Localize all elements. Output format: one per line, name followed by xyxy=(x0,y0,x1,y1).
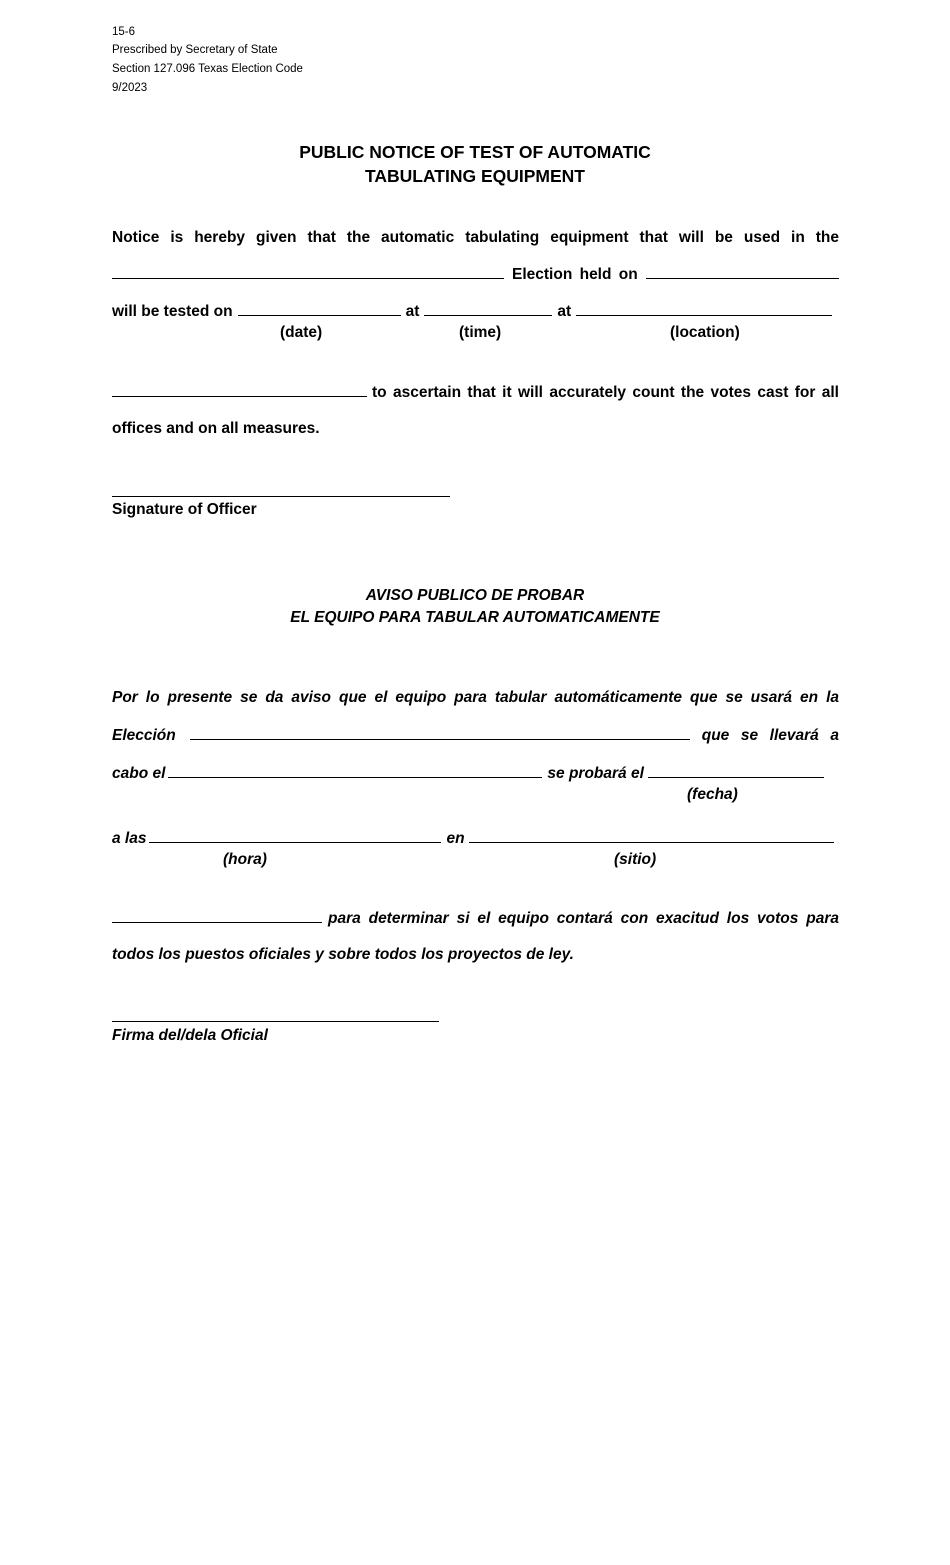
spanish-eleccion-line xyxy=(112,725,839,746)
spanish-cabo-line xyxy=(112,763,824,784)
a-las-text: a las xyxy=(112,830,147,847)
revision-date: 9/2023 xyxy=(112,82,148,94)
spanish-determinar-line xyxy=(112,908,839,929)
spanish-title-line1: AVISO PUBLICO DE PROBAR xyxy=(365,587,585,604)
at-text-1: at xyxy=(405,303,420,320)
hora-caption: (hora) xyxy=(223,851,267,868)
at-text-2: at xyxy=(557,303,572,320)
que-se-llevara-text: que se llevará a xyxy=(701,727,839,744)
hora-blank[interactable] xyxy=(149,828,441,843)
oficial-blank[interactable] xyxy=(112,908,322,923)
will-be-tested-on-text: will be tested on xyxy=(112,303,233,320)
election-held-on-text: Election held on xyxy=(512,266,638,283)
time-caption: (time) xyxy=(459,324,502,341)
election-code-section: Section 127.096 Texas Election Code xyxy=(112,63,303,75)
test-date-blank[interactable] xyxy=(238,301,401,316)
english-tested-line xyxy=(112,301,832,322)
form-number: 15-6 xyxy=(112,26,136,38)
offices-text: offices and on all measures. xyxy=(112,420,320,437)
cabo-el-date-blank[interactable] xyxy=(168,763,542,778)
spanish-hora-line xyxy=(112,828,834,849)
english-ascertain-line xyxy=(112,382,839,403)
spanish-signature-label: Firma del/dela Oficial xyxy=(112,1027,268,1044)
spanish-signature-line[interactable] xyxy=(112,1021,439,1022)
election-date-blank[interactable] xyxy=(646,264,839,279)
english-signature-line[interactable] xyxy=(112,496,450,497)
fecha-blank[interactable] xyxy=(648,763,824,778)
spanish-title-line2: EL EQUIPO PARA TABULAR AUTOMATICAMENTE xyxy=(290,609,660,626)
test-location-blank[interactable] xyxy=(576,301,832,316)
english-title-line1: PUBLIC NOTICE OF TEST OF AUTOMATIC xyxy=(299,142,651,162)
test-time-blank[interactable] xyxy=(424,301,552,316)
ascertain-text: to ascertain that it will accurately count the votes cast for all xyxy=(372,384,839,401)
se-probara-text: se probará el xyxy=(547,765,644,782)
en-text: en xyxy=(446,830,465,847)
todos-text: todos los puestos oficiales y sobre todos los proyectos de ley. xyxy=(112,946,574,963)
officer-blank[interactable] xyxy=(112,382,367,397)
english-election-line xyxy=(112,264,839,285)
location-caption: (location) xyxy=(670,324,740,341)
eleccion-name-blank[interactable] xyxy=(190,725,690,740)
english-notice-text: Notice is hereby given that the automatic tabulating equipment that will be used in the xyxy=(112,229,839,246)
spanish-notice-text: Por lo presente se da aviso que el equipo para tabular automáticamente que se usará en la xyxy=(112,689,839,706)
date-caption: (date) xyxy=(280,324,323,341)
english-signature-label: Signature of Officer xyxy=(112,501,257,518)
cabo-el-text: cabo el xyxy=(112,765,166,782)
prescribed-by: Prescribed by Secretary of State xyxy=(112,44,278,56)
para-determinar-text: para determinar si el equipo contará con exacitud los votos para xyxy=(328,910,839,927)
eleccion-text: Elección xyxy=(112,727,176,744)
election-name-blank[interactable] xyxy=(112,264,504,279)
sitio-caption: (sitio) xyxy=(614,851,657,868)
fecha-caption: (fecha) xyxy=(687,786,738,803)
english-title-line2: TABULATING EQUIPMENT xyxy=(364,166,586,186)
sitio-blank[interactable] xyxy=(469,828,834,843)
